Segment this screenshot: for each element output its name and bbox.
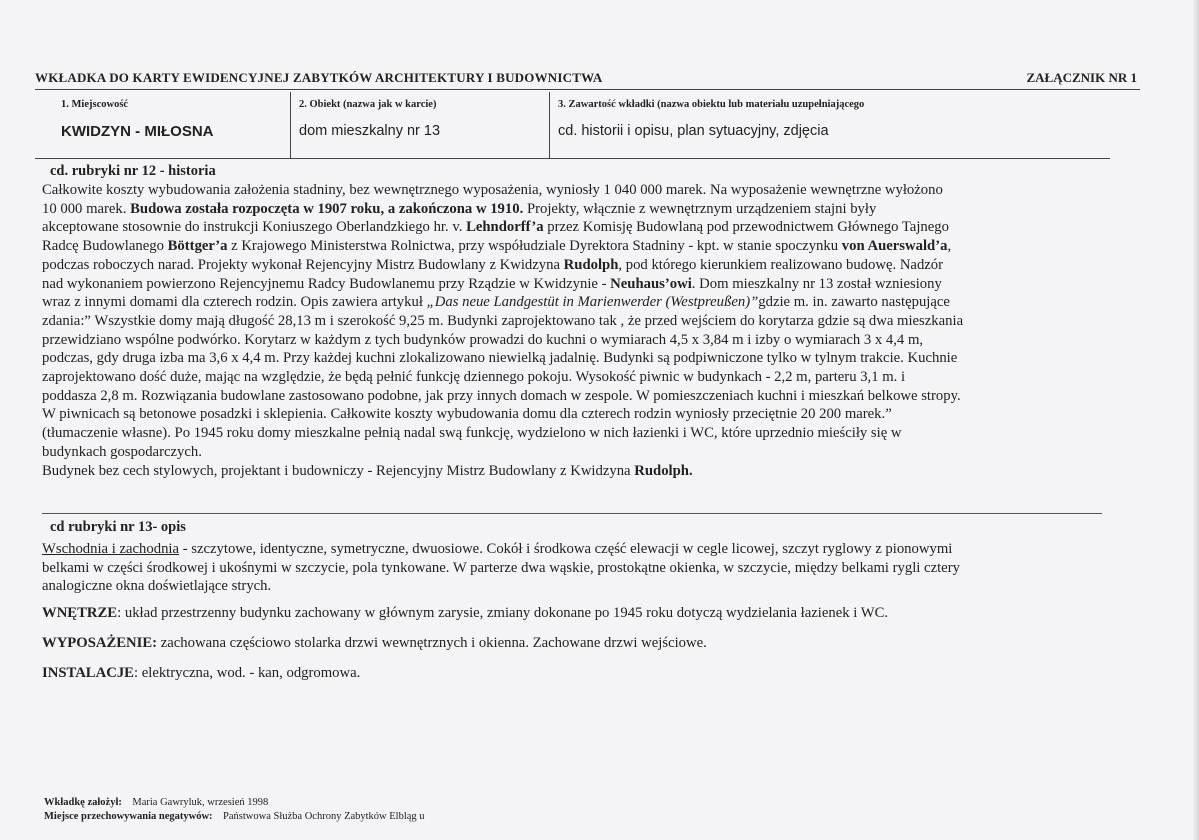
installations-line	[42, 664, 1112, 683]
equipment-paragraph	[42, 634, 1112, 653]
description-line: analogiczne okna doświetlające strych.	[42, 578, 272, 595]
table-divider	[35, 158, 1110, 159]
bold-text: Neuhaus’owi	[610, 275, 692, 292]
interior-line	[42, 604, 1112, 623]
bold-text: von Auerswald’a	[841, 238, 948, 255]
history-line	[42, 256, 1112, 275]
installations-label: INSTALACJE	[42, 665, 134, 681]
text: podczas roboczych narad. Projekty wykonał Rejencyjny Mistrz Budowlany z Kwidzyna	[42, 256, 564, 273]
history-line: (tłumaczenie własne). Po 1945 roku domy mieszkalne pełnią nadal swą funkcję, wydzielono w nich łazienki i WC, które uprzednio mieściły się w	[42, 425, 902, 442]
section-divider	[42, 513, 1102, 514]
description-section-title: cd rubryki nr 13- opis	[50, 519, 186, 535]
description-line: belkami w części środkowej i ukośnymi w szczycie, pola tynkowane. W parterze dwa wąskie, prostokątne okienka, w szczycie, między belkami rygli cztery	[42, 559, 960, 576]
interior-text: : układ przestrzenny budynku zachowany w głównym zarysie, zmiany dokonane po 1945 roku dotyczą wydzielania łazienek i WC.	[117, 605, 889, 621]
installations-paragraph	[42, 664, 1112, 683]
underlined-text: Wschodnia i zachodnia	[42, 541, 180, 557]
history-line: Całkowite koszty wybudowania założenia stadniny, bez wewnętrznego wyposażenia, wyniosły 1 040 000 marek. Na wyposażenie wewnętrzne wyłożono	[42, 182, 943, 198]
history-line: przewidziano wspólne podwórko. Korytarz w każdym z tych budynków prowadzi do kuchni o wymiarach 4,5 x 3,84 m i izby o wymiarach 3 x 4,4 m,	[42, 331, 924, 348]
history-line	[42, 462, 1112, 481]
bold-text: Budowa została rozpoczęta w 1907 roku, a zakończona w 1910.	[130, 200, 524, 217]
text: Radcę Budowlanego	[42, 238, 168, 255]
equipment-text: zachowana częściowo stolarka drzwi wewnętrznych i okienna. Zachowane drzwi wejściowe.	[157, 635, 707, 651]
interior-label: WNĘTRZE	[42, 605, 118, 621]
description-line	[42, 540, 1112, 559]
equipment-line	[42, 634, 1112, 653]
history-line	[42, 237, 1112, 256]
history-text	[42, 181, 1112, 480]
history-line: zaprojektowano dość duże, mając na względzie, że będą pełnić funkcję dziennego pokoju. Wysokość piwnic w budynkach - 2,2 m, parteru 3,1 m. i	[42, 369, 906, 386]
footer-storage-label: Miejsce przechowywania negatywów:	[44, 811, 213, 822]
field-content	[550, 92, 1110, 158]
text: Budynek bez cech stylowych, projektant i budowniczy - Rejencyjny Mistrz Budowlany z Kwidzyna	[42, 462, 635, 479]
text: z Krajowego Ministerstwa Rolnictwa, przy współudziale Dyrektora Stadniny - kpt. w stanie spoczynku	[227, 238, 842, 255]
bold-text: Rudolph	[563, 256, 619, 273]
footer-author-value: Maria Gawryluk, wrzesień 1998	[132, 797, 269, 808]
footer-storage-value: Państwowa Służba Ochrony Zabytków Elbląg u	[223, 811, 425, 822]
italic-text: „Das neue Landgestüt in Marienwerder (Westpreußen)”	[426, 294, 759, 311]
text: , pod którego kierunkiem realizowano budowę. Nadzór	[618, 256, 944, 273]
footer-author-label: Wkładkę założył:	[44, 797, 122, 808]
history-line	[42, 218, 1112, 237]
field-place	[35, 92, 291, 158]
history-line: podczas, gdy druga izba ma 3,6 x 4,4 m. Przy każdej kuchni zlokalizowano niewielką jadalnię. Budynki są podpiwniczone tylko w tylnym trakcie. Kuchnie	[42, 350, 958, 367]
history-line	[42, 293, 1112, 312]
history-section-title: cd. rubryki nr 12 - historia	[50, 163, 216, 179]
bold-text: Rudolph.	[634, 462, 693, 479]
installations-text: : elektryczna, wod. - kan, odgromowa.	[133, 665, 361, 681]
bold-text: Lehndorff’a	[466, 219, 544, 236]
history-line: zdania:” Wszystkie domy mają długość 28,13 m i szerokość 9,25 m. Budynki zaprojektowano tak , że przed wejściem do korytarza gdzie są dwa mieszkania	[42, 312, 964, 329]
history-line	[42, 275, 1112, 294]
text: ,	[947, 238, 952, 255]
equipment-label: WYPOSAŻENIE:	[42, 635, 158, 651]
interior-paragraph	[42, 604, 1112, 623]
field-object	[291, 92, 550, 158]
text: akceptowane stosownie do instrukcji Koniuszego Oberlandzkiego hr. v.	[42, 219, 467, 236]
scan-edge	[1193, 0, 1199, 840]
history-line: budynkach gospodarczych.	[42, 443, 202, 460]
text: Projekty, włącznie z wewnętrznym urządzeniem stajni były	[523, 200, 877, 217]
description-text	[42, 540, 1112, 596]
history-line: poddasza 2,8 m. Rozwiązania budowlane zastosowano podobne, jak przy innych domach w zespole. W pomieszczeniach kuchni i mieszkań belkowe stropy.	[42, 387, 961, 404]
header-divider	[35, 89, 1140, 90]
fields-table	[35, 92, 1110, 158]
field-object-label: 2. Obiekt (nazwa jak w karcie)	[299, 99, 437, 110]
bold-text: Böttger’a	[167, 238, 228, 255]
history-line: W piwnicach są betonowe posadzki i sklepienia. Całkowite koszty wybudowania domu dla czterech rodzin wyniosły przeciętnie 20 200 marek.”	[42, 406, 892, 423]
field-place-value: KWIDZYN - MIŁOSNA	[61, 123, 214, 140]
text: 10 000 marek.	[42, 200, 131, 217]
text: - szczytowe, identyczne, symetryczne, dwuosiowe. Cokół i środkowa część elewacji w cegle licowej, szczyt ryglowy z pionowymi	[179, 541, 953, 557]
footer-storage	[44, 811, 425, 822]
field-object-value: dom mieszkalny nr 13	[299, 123, 441, 139]
text: nad wykonaniem powierzono Rejencyjnemu Radcy Budowlanemu przy Rządzie w Kwidzynie -	[42, 275, 611, 292]
text: . Dom mieszkalny nr 13 został wzniesiony	[691, 275, 942, 292]
history-line	[42, 200, 1112, 219]
text: gdzie m. in. zawarto następujące	[758, 294, 950, 311]
field-content-value: cd. historii i opisu, plan sytuacyjny, zdjęcia	[558, 123, 829, 139]
footer-author	[44, 797, 268, 808]
text: przez Komisję Budowlaną pod przewodnictwem Głównego Tajnego	[543, 219, 949, 236]
field-content-label: 3. Zawartość wkładki (nazwa obiektu lub materiału uzupełniającego	[558, 99, 865, 110]
document-title: WKŁADKA DO KARTY EWIDENCYJNEJ ZABYTKÓW ARCHITEKTURY I BUDOWNICTWA	[35, 70, 603, 85]
text: wraz z innymi domami dla czterech rodzin. Opis zawiera artykuł	[42, 294, 427, 311]
annex-number: ZAŁĄCZNIK NR 1	[1026, 70, 1137, 85]
field-place-label: 1. Miejscowość	[61, 99, 129, 110]
